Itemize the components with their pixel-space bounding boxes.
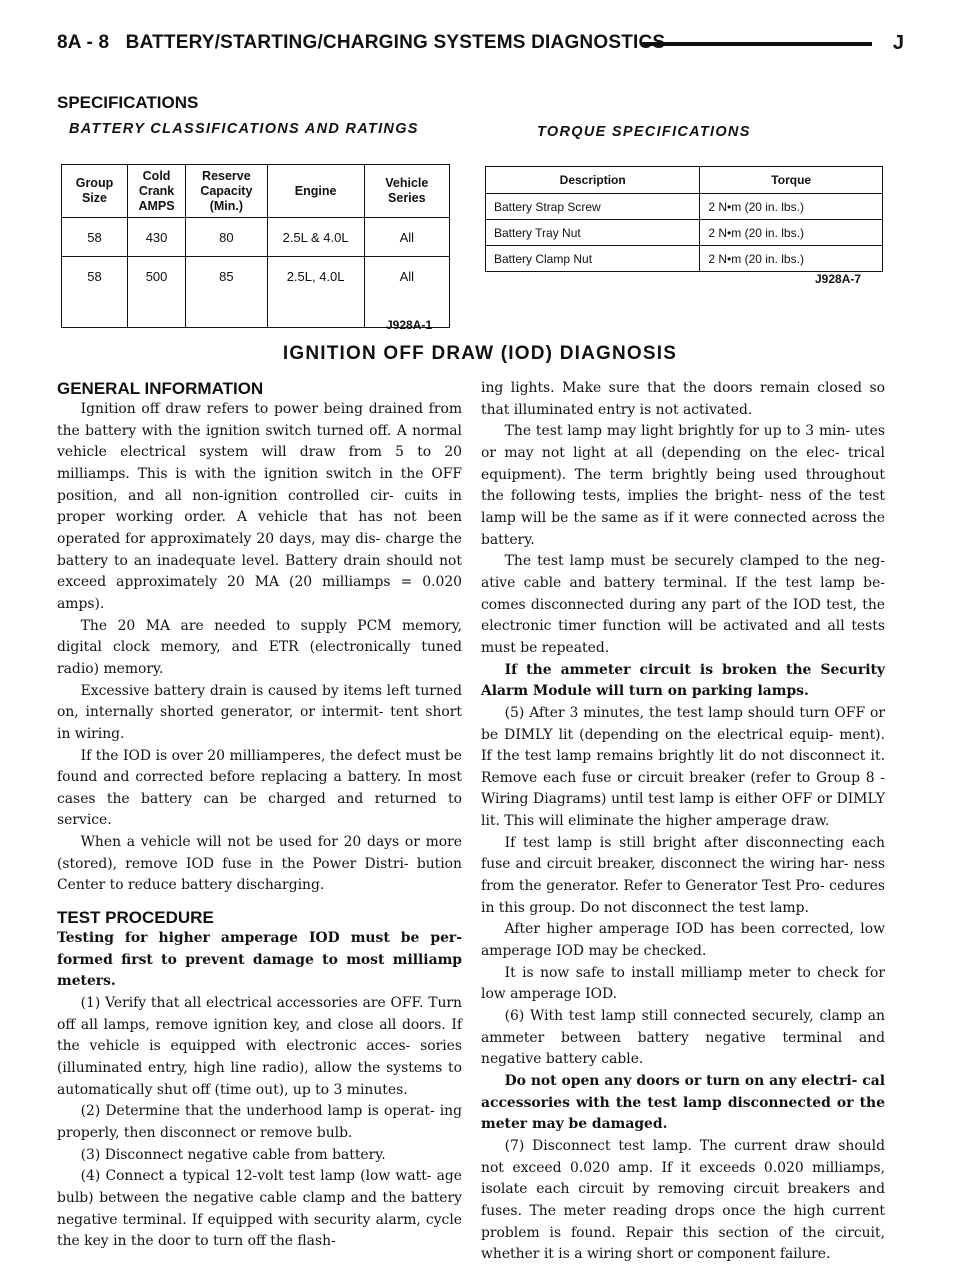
table-row [486,194,883,220]
paragraph: If test lamp is still bright after disconnecting each fuse and circuit breaker, disconnect the wiring har- ness from the generator. Refer to Generator Test Pro- cedures in this group. Do not disconnect the test lamp. [481,834,885,916]
col-header-group-size: Group Size [62,165,128,218]
torque-figure-id: J928A-7 [815,272,862,286]
table-cell: 2.5L & 4.0L [267,218,364,257]
table-cell: 2 N•m (20 in. lbs.) [700,220,883,246]
col-header-vehicle-series: Vehicle Series [364,165,449,218]
table-cell: 2 N•m (20 in. lbs.) [700,246,883,272]
col-header-description: Description [486,167,700,194]
table-cell: Battery Strap Screw [486,194,700,220]
warning-paragraph: If the ammeter circuit is broken the Security Alarm Module will turn on parking lamps. [481,661,885,700]
test-procedure-heading: TEST PROCEDURE [57,908,214,928]
paragraph: (2) Determine that the underhood lamp is operat- ing properly, then disconnect or remove bulb. [57,1103,462,1141]
table-row [486,246,883,272]
paragraph: (3) Disconnect negative cable from battery. [80,1146,386,1163]
table-cell: Battery Tray Nut [486,220,700,246]
table-cell: 2.5L, 4.0L [267,257,364,328]
table-cell: 58 [62,257,128,328]
paragraph: It is now safe to install milliamp meter to check for low amperage IOD. [481,964,885,1003]
specifications-heading: SPECIFICATIONS [57,93,199,112]
left-column [57,378,462,1253]
col-header-reserve-capacity: Reserve Capacity (Min.) [186,165,267,218]
paragraph: The test lamp may light brightly for up to 3 min- utes or may not light at all (depending on the elec- trical equipment). The term brightly being used throughout the following tests, implies the bright- ness of the test lamp will be the same as if it were connected across the battery. [481,423,885,548]
torque-table-caption: TORQUE SPECIFICATIONS [537,124,751,140]
right-column [481,378,885,1266]
battery-ratings-table [61,164,450,328]
paragraph: The 20 MA are needed to supply PCM memory, digital clock memory, and ETR (electronically tuned radio) memory. [57,617,462,677]
table-cell: All [364,218,449,257]
table-header-row [486,167,883,194]
page-label: 8A - 8 BATTERY/STARTING/CHARGING SYSTEMS DIAGNOSTICS [57,32,666,53]
col-header-engine: Engine [267,165,364,218]
battery-table-caption: BATTERY CLASSIFICATIONS AND RATINGS [69,121,419,137]
paragraph: ing lights. Make sure that the doors remain closed so that illuminated entry is not activated. [481,380,885,418]
warning-paragraph: Testing for higher amperage IOD must be per- formed first to prevent damage to most milliamp meters. [57,930,462,990]
table-row [486,220,883,246]
header-letter: J [892,32,904,54]
torque-spec-table [485,166,883,272]
paragraph: (7) Disconnect test lamp. The current draw should not exceed 0.020 amp. If it exceeds 0.020 milliamps, isolate each circuit by removing circuit breakers and fuses. The meter reading drops once the high current problem is found. Repair this section of the circuit, whether it is a wiring short or component failure. [481,1137,885,1263]
col-header-torque: Torque [700,167,883,194]
table-cell: 500 [127,257,185,328]
paragraph: If the IOD is over 20 milliamperes, the defect must be found and corrected before replacing a battery. In most cases the battery can be charged and returned to service. [57,747,462,829]
table-cell: 2 N•m (20 in. lbs.) [700,194,883,220]
warning-paragraph: Do not open any doors or turn on any electri- cal accessories with the test lamp disconnected or the meter may be damaged. [481,1073,885,1133]
table-cell: 58 [62,218,128,257]
paragraph: When a vehicle will not be used for 20 days or more (stored), remove IOD fuse in the Power Distri- bution Center to reduce battery discharging. [57,834,462,894]
paragraph: The test lamp must be securely clamped to the neg- ative cable and battery terminal. If the test lamp be- comes disconnected during any part of the IOD test, the electronic timer function will be activated and all tests must be repeated. [481,553,885,656]
paragraph: Ignition off draw refers to power being drained from the battery with the ignition switch turned off. A normal vehicle electrical system will draw from 5 to 20 milliamps. This is with the ignition switch in the OFF position, and all non-ignition controlled cir- cuits in proper working order. A vehicle that has not been operated for approximately 20 days, may dis- charge the battery to an inadequate level. Battery drain should not exceed approximately 20 MA (20 milliamps = 0.020 amps). [57,401,462,612]
header-rule [642,42,872,46]
table-row [62,257,450,328]
table-cell: 80 [186,218,267,257]
table-cell: All [364,257,449,328]
table-cell: 85 [186,257,267,328]
paragraph: (1) Verify that all electrical accessories are OFF. Turn off all lamps, remove ignition key, and close all doors. If the vehicle is equipped with electronic acces- sories (illuminated entry, high line radio), allow the systems to automatically shut off (time out), up to 3 minutes. [57,995,462,1098]
paragraph: (5) After 3 minutes, the test lamp should turn OFF or be DIMLY lit (depending on the electrical equip- ment). If the test lamp remains brightly lit do not disconnect it. Remove each fuse or circuit breaker (refer to Group 8 - Wiring Diagrams) until test lamp is either OFF or DIMLY lit. This will eliminate the higher amperage draw. [481,704,885,830]
paragraph: (6) With test lamp still connected securely, clamp an ammeter between battery negative terminal and negative battery cable. [481,1008,885,1068]
table-header-row [62,165,450,218]
paragraph: (4) Connect a typical 12-volt test lamp (low watt- age bulb) between the negative cable clamp and the battery negative terminal. If equipped with security alarm, cycle the key in the door to turn off the flash- [57,1168,462,1250]
paragraph: Excessive battery drain is caused by items left turned on, internally shorted generator, or intermit- tent short in wiring. [57,682,462,742]
running-header [57,32,904,62]
general-information-heading: GENERAL INFORMATION [57,379,264,398]
table-row [62,218,450,257]
paragraph: After higher amperage IOD has been corrected, low amperage IOD may be checked. [481,921,885,960]
section-title: IGNITION OFF DRAW (IOD) DIAGNOSIS [282,343,678,364]
table-cell: 430 [127,218,185,257]
table-cell: Battery Clamp Nut [486,246,700,272]
battery-figure-id: J928A-1 [386,318,433,332]
col-header-cold-crank: Cold Crank AMPS [127,165,185,218]
